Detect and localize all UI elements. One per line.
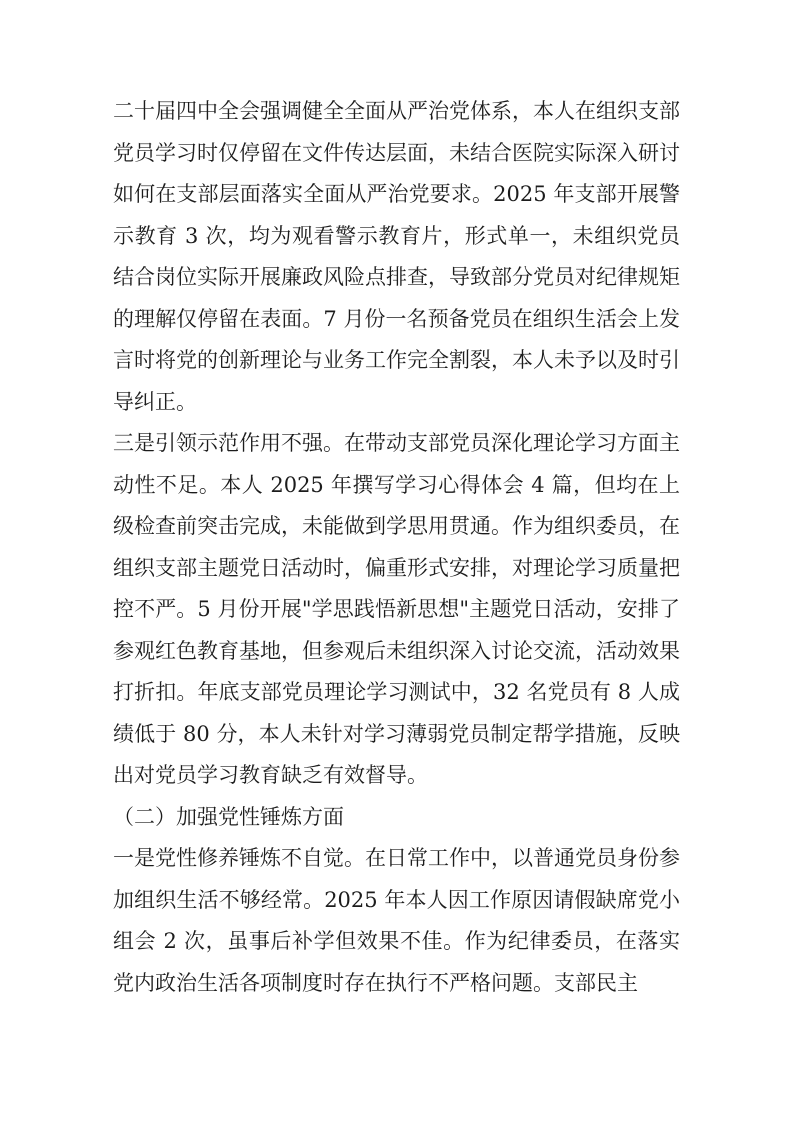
paragraph-point-one-section-two: 一是党性修养锤炼不自觉。在日常工作中，以普通党员身份参加组织生活不够经常。2025 年本人因工作原因请假缺席党小组会 2 次，虽事后补学但效果不佳。作为纪律委员，在落实党内政治生活各项制度时存在执行不严格问题。支部民主 <box>113 846 680 995</box>
paragraph-point-three: 三是引领示范作用不强。在带动支部党员深化理论学习方面主动性不足。本人 2025 年撰写学习心得体会 4 篇，但均在上级检查前突击完成，未能做到学思用贯通。作为组织委员，在组织支部主题党日活动时，偏重形式安排，对理论学习质量把控不严。5 月份开展"学思践悟新思想"主题党日活动，安排了参观红色教育基地，但参观后未组织深入讨论交流，活动效果打折扣。年底支部党员理论学习测试中，32 名党员有 8 人成绩低于 80 分，本人未针对学习薄弱党员制定帮学措施，反映出对党员学习教育缺乏有效督导。 <box>113 431 680 787</box>
document-text-block <box>113 91 680 1004</box>
section-heading-two: （二）加强党性锤炼方面 <box>113 804 344 829</box>
paragraph-continued-from-previous-page: 二十届四中全会强调健全全面从严治党体系，本人在组织支部党员学习时仅停留在文件传达层面，未结合医院实际深入研讨如何在支部层面落实全面从严治党要求。2025 年支部开展警示教育 3 次，均为观看警示教育片，形式单一，未组织党员结合岗位实际开展廉政风险点排查，导致部分党员对纪律规矩的理解仅停留在表面。7 月份一名预备党员在组织生活会上发言时将党的创新理论与业务工作完全割裂，本人未予以及时引导纠正。 <box>113 99 680 414</box>
